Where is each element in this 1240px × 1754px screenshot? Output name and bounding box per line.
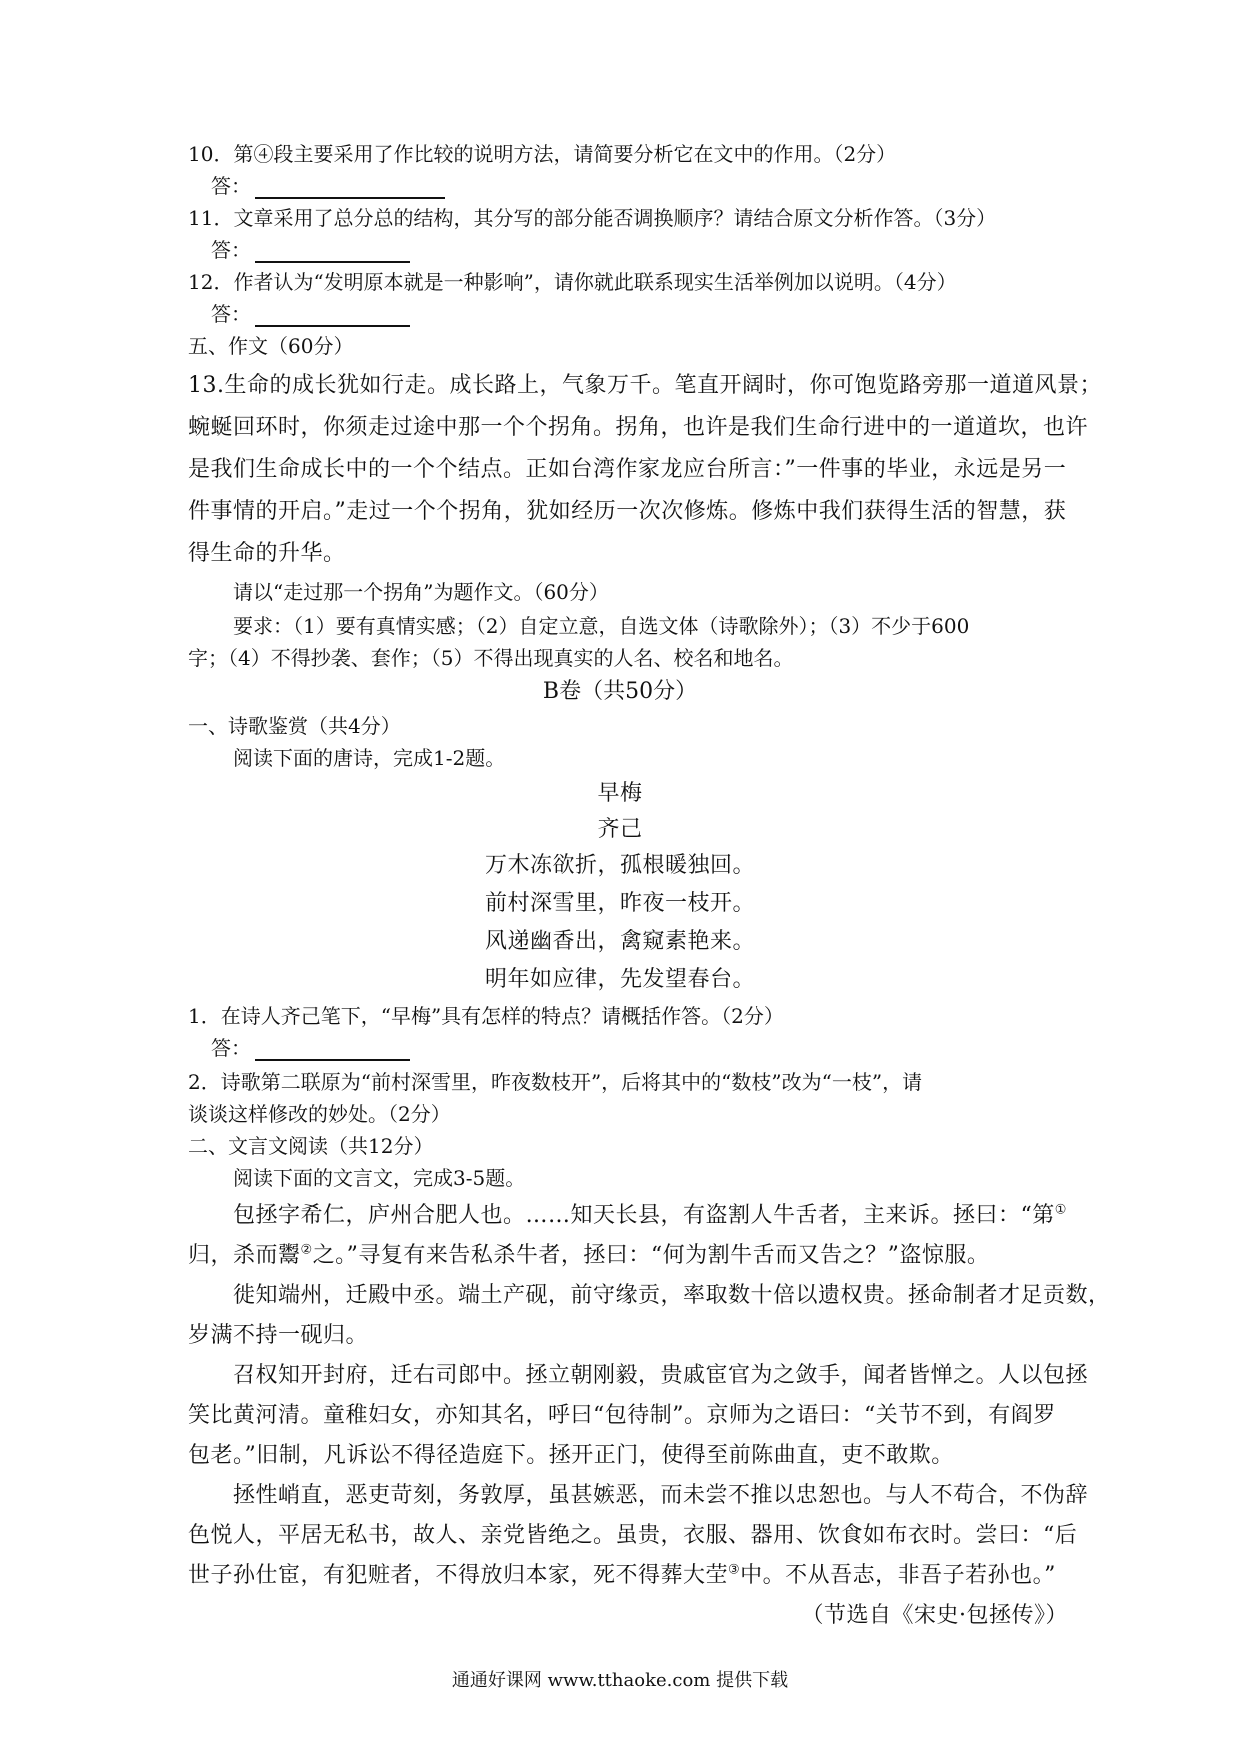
footnote-marker: ③ (728, 1562, 741, 1578)
classical-text-line: 岁满不持一砚归。 (188, 1323, 369, 1348)
answer-line-b1 (211, 1032, 1091, 1061)
poem-line: 风递幽香出，禽窥素艳来。 (484, 929, 755, 954)
classical-text-line: 色悦人，平居无私书，故人、亲党皆绝之。虽贵，衣服、器用、饮食如布衣时。尝曰：“后 (188, 1523, 1078, 1548)
poem-author: 齐己 (597, 817, 643, 842)
classical-text-line: 拯性峭直，恶吏苛刻，务敦厚，虽甚嫉恶，而未尝不推以忠恕也。与人不苟合，不伪辞 (233, 1483, 1089, 1508)
question-11: 11．文章采用了总分总的结构，其分写的部分能否调换顺序？请结合原文分析作答。（3分） (188, 206, 997, 230)
classical-text-line (233, 1198, 1113, 1229)
paper-b-title: B卷（共50分） (542, 679, 698, 704)
section-heading-poetry: 一、诗歌鉴赏（共4分） (188, 714, 401, 738)
classical-text-line (188, 1238, 1068, 1269)
answer-line-11 (211, 234, 1091, 263)
poetry-question-2-cont: 谈谈这样修改的妙处。（2分） (188, 1102, 451, 1126)
section-heading-classical: 二、文言文阅读（共12分） (188, 1134, 434, 1158)
answer-blank (255, 305, 410, 327)
classical-text: 包拯字希仁，庐州合肥人也。……知天长县，有盗割人牛舌者，主来诉。拯曰：“第 (233, 1203, 1055, 1228)
poetry-intro: 阅读下面的唐诗，完成1-2题。 (233, 746, 506, 770)
classical-text: 世子孙仕宦，有犯赃者，不得放归本家，死不得葬大茔 (188, 1563, 729, 1588)
classical-text-line (188, 1558, 1068, 1589)
classical-text-line: 笑比黄河清。童稚妇女，亦知其名，呼曰“包待制”。京师为之语曰：“关节不到，有阎罗 (188, 1403, 1056, 1428)
poetry-question-2: 2．诗歌第二联原为“前村深雪里，昨夜数枝开”，后将其中的“数枝”改为“一枝”，请 (188, 1070, 923, 1094)
classical-text: 之。”寻复有来告私杀牛者，拯曰：“何为割牛舌而又告之？”盗惊服。 (312, 1243, 990, 1268)
classical-text-line: 包老。”旧制，凡诉讼不得径造庭下。拯开正门，使得至前陈曲直，吏不敢欺。 (188, 1443, 954, 1468)
poem-line: 前村深雪里，昨夜一枝开。 (484, 891, 755, 916)
page-footer: 通通好课网 www.tthaoke.com 提供下载 (451, 1670, 789, 1691)
answer-line-10 (211, 170, 1091, 199)
classical-text: 中。不从吾志，非吾子若孙也。” (740, 1563, 1056, 1588)
essay-requirements: 要求：（1）要有真情实感；（2）自定立意，自选文体（诗歌除外）；（3）不少于600 (233, 614, 970, 638)
answer-label: 答： (211, 302, 251, 326)
classical-text-line: 召权知开封府，迁右司郎中。拯立朝刚毅，贵戚宦官为之敛手，闻者皆惮之。人以包拯 (233, 1363, 1089, 1388)
classical-text-line: 徙知端州，迁殿中丞。端土产砚，前守缘贡，率取数十倍以遗权贵。拯命制者才足贡数， (233, 1283, 1111, 1308)
answer-label: 答： (211, 174, 251, 198)
answer-blank (255, 241, 410, 263)
section-heading-5: 五、作文（60分） (188, 334, 354, 358)
question-10: 10．第④段主要采用了作比较的说明方法，请简要分析它在文中的作用。（2分） (188, 142, 897, 166)
poetry-question-1: 1．在诗人齐己笔下，“早梅”具有怎样的特点？请概括作答。（2分） (188, 1004, 784, 1028)
answer-line-12 (211, 298, 1091, 327)
poem-line: 万木冻欲折，孤根暖独回。 (484, 853, 755, 878)
answer-blank (255, 1039, 410, 1061)
essay-requirements-cont: 字；（4）不得抄袭、套作；（5）不得出现真实的人名、校名和地名。 (188, 646, 794, 670)
classical-text: 归，杀而鬻 (188, 1243, 301, 1268)
answer-blank (255, 177, 445, 199)
poem-line: 明年如应律，先发望春台。 (484, 967, 755, 992)
q13-line: 件事情的开启。”走过一个个拐角，犹如经历一次次修炼。修炼中我们获得生活的智慧，获 (188, 499, 1067, 524)
q13-line: 蜿蜒回环时，你须走过途中那一个个拐角。拐角，也许是我们生命行进中的一道道坎，也许 (188, 415, 1089, 440)
answer-label: 答： (211, 238, 251, 262)
poem-title: 早梅 (597, 781, 643, 806)
q13-line: 是我们生命成长中的一个个结点。正如台湾作家龙应台所言：”一件事的毕业，永远是另一 (188, 457, 1067, 482)
classical-intro: 阅读下面的文言文，完成3-5题。 (233, 1166, 526, 1190)
essay-title-requirement: 请以“走过那一个拐角”为题作文。（60分） (233, 580, 609, 604)
question-12: 12．作者认为“发明原本就是一种影响”，请你就此联系现实生活举例加以说明。（4分） (188, 270, 957, 294)
source-citation: （节选自《宋史·包拯传》） (801, 1603, 1068, 1628)
footnote-marker: ① (1054, 1202, 1067, 1218)
q13-line: 13.生命的成长犹如行走。成长路上，气象万千。笔直开阔时，你可饱览路旁那一道道风景； (188, 373, 1102, 398)
answer-label: 答： (211, 1036, 251, 1060)
footnote-marker: ② (300, 1242, 313, 1258)
q13-line: 得生命的升华。 (188, 541, 346, 566)
